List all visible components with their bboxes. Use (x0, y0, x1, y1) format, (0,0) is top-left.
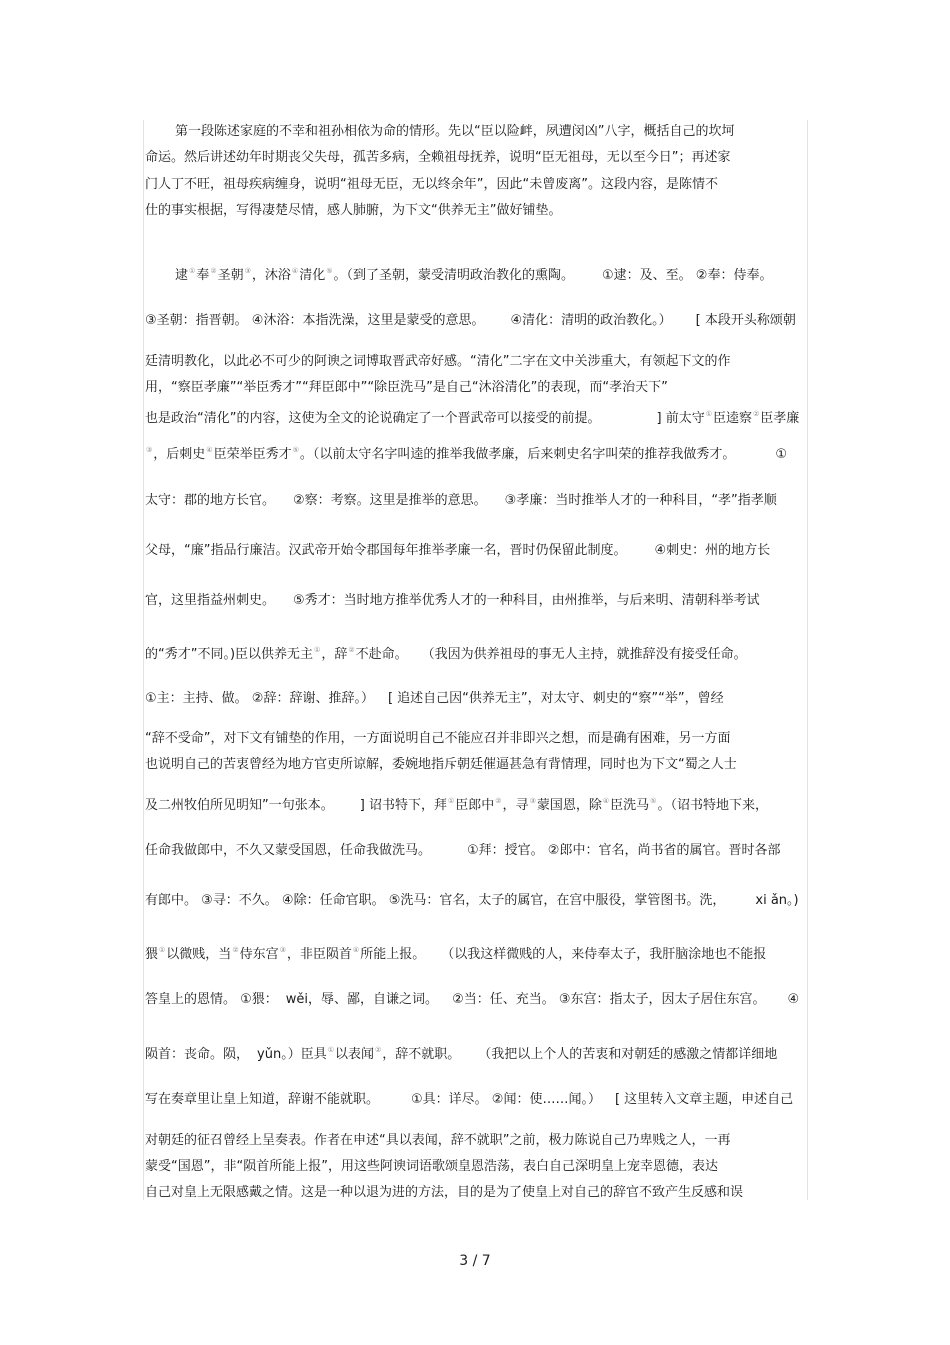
text-span: ④ (787, 992, 800, 1007)
text-span: 也是政治“清化”的内容，这使为全文的论说确定了一个晋武帝可以接受的前提。 (145, 411, 601, 426)
text-span: 的“秀才”不同。)臣以供养无主 (145, 647, 314, 662)
page-number: 3 / 7 (459, 1253, 491, 1269)
text-span: 。）臣具 (281, 1047, 327, 1062)
footnote-mark: ① (189, 267, 196, 275)
text-line (145, 757, 737, 773)
footnote-mark: ① (159, 946, 166, 954)
page-frame-left (143, 120, 144, 1200)
text-line (145, 406, 799, 427)
text-line (145, 203, 561, 219)
text-span: （我把以上个人的苦衷和对朝廷的感激之情都详细地 (478, 1047, 778, 1062)
text-span: [ 追述自己因“供养无主”，对太守、刺史的“察”“举”，曾经 (387, 691, 724, 706)
text-span: 侍东宫 (239, 947, 279, 962)
text-span: 陨首：丧命。陨， (145, 1047, 250, 1062)
text-span: 蒙受“国恩”，非“陨首所能上报”，用这些阿谀词语歌颂皇恩浩荡，表白自己深明皇上宠幸恩德，表达 (145, 1159, 718, 1174)
text-span: ，辞 (321, 647, 348, 662)
footnote-mark: ③ (146, 446, 153, 454)
text-line (145, 1042, 777, 1063)
text-span: “辞不受命”，对下文有铺垫的作用，一方面说明自己不能应召并非即兴之想，而是确有困难，另一方面 (145, 731, 731, 746)
text-span: 用，“察臣孝廉”“举臣秀才”“拜臣郎中”“除臣洗马”是自己“沐浴清化”的表现，而“孝治天下” (145, 380, 668, 395)
text-line (145, 942, 766, 963)
text-span: ④刺史：州的地方长 (654, 543, 771, 558)
text-span: （以我这样微贱的人，来侍奉太子，我肝脑涂地也不能报 (441, 947, 767, 962)
text-span: 。（到了圣朝，蒙受清明政治教化的熏陶。 (333, 268, 574, 283)
text-line (175, 124, 734, 140)
footnote-mark: ① (447, 797, 455, 805)
text-span: ④清化：清明的政治教化。） (510, 313, 672, 328)
text-line (145, 642, 747, 663)
footnote-mark: ③ (244, 267, 251, 275)
text-span: 奉 (196, 268, 210, 283)
text-span: ②察：考察。这里是推举的意思。 (293, 493, 487, 508)
text-span: 逮 (175, 268, 189, 283)
footnote-mark: ② (753, 410, 760, 418)
text-span: ③孝廉：当时推举人才的一种科目，“孝”指孝顺 (504, 493, 777, 508)
text-span: [ 这里转入文章主题，申述自己 (614, 1092, 794, 1107)
footnote-mark: ④ (291, 267, 299, 275)
text-span: xi ǎn。) (755, 893, 799, 908)
text-line (145, 150, 730, 166)
text-span: 。（诏书特地下来， (657, 798, 768, 813)
text-span: 仕的事实根据，写得凄楚尽情，感人肺腑，为下文“供养无主”做好铺垫。 (145, 203, 562, 218)
text-span: 第一段陈述家庭的不幸和祖孙相依为命的情形。先以“臣以险衅，夙遭闵凶”八字，概括自己的坎坷 (175, 124, 735, 139)
text-span: [ 本段开头称颂朝 (695, 313, 796, 328)
text-line (145, 992, 799, 1008)
text-span: ，非臣陨首 (286, 947, 352, 962)
text-span: 圣朝 (217, 268, 244, 283)
text-span: ，辱、鄙，自谦之词。 (308, 992, 439, 1007)
text-span: 门人丁不旺，祖母疾病缠身，说明“祖母无臣，无以终余年”，因此“未曾废离”。这段内容，是陈情不 (145, 177, 718, 192)
text-span: 答皇上的恩情。 ①猥： (145, 992, 278, 1007)
text-span: wěi (285, 992, 309, 1007)
text-span: 官，这里指益州刺史。 (145, 593, 276, 608)
text-span: （我因为供养祖母的事无人主持，就推辞没有接受任命。 (421, 647, 747, 662)
text-line (145, 1159, 718, 1175)
text-span: yǔn (257, 1047, 282, 1062)
footnote-mark: ② (232, 946, 239, 954)
text-span: ，沐浴 (251, 268, 291, 283)
text-span: ①逮：及、至。 ②奉：侍奉。 (602, 268, 773, 283)
text-span: ⑤秀才：当时地方推举优秀人才的一种科目，由州推举，与后来明、清朝科举考试 (293, 593, 760, 608)
text-line (145, 731, 730, 747)
text-line (175, 263, 772, 284)
text-span: 命运。然后讲述幼年时期丧父失母，孤苦多病，全赖祖母抚养，说明“臣无祖母，无以至今日”；再述家 (145, 150, 731, 165)
footnote-mark: ⑤ (650, 797, 657, 805)
text-span: 父母，“廉”指品行廉洁。汉武帝开始令郡国每年推举孝廉一名，晋时仍保留此制度。 (145, 543, 627, 558)
text-span: 。（以前太守名字叫逵的推举我做孝廉，后来刺史名字叫荣的推荐我做秀才。 (299, 447, 736, 462)
text-span: 对朝廷的征召曾经上呈奏表。作者在申述“具以表闻，辞不就职”之前，极力陈说自己乃卑贱之人，一再 (145, 1133, 731, 1148)
text-span: 臣逵察 (712, 411, 752, 426)
text-span: 太守：郡的地方长官。 (145, 493, 276, 508)
text-span: ，寻 (502, 798, 529, 813)
footnote-mark: ① (705, 410, 712, 418)
footnote-mark: ② (375, 1046, 382, 1054)
text-span: 也说明自己的苦衷曾经为地方官吏所谅解，委婉地指斥朝廷催逼甚急有背情理，同时也为下文“蜀之人士 (145, 757, 737, 772)
text-line (145, 493, 777, 509)
text-span: 臣洗马 (610, 798, 650, 813)
text-span: 及二州牧伯所见明知”一句张本。 (145, 798, 334, 813)
text-span: ②当：任、充当。 ③东宫：指太子，因太子居住东宫。 (452, 992, 766, 1007)
footnote-mark: ⑤ (326, 267, 333, 275)
text-line (145, 1185, 743, 1201)
text-span: 臣郎中 (455, 798, 495, 813)
text-line (145, 1092, 793, 1108)
text-span: 自己对皇上无限感戴之情。这是一种以退为进的方法，目的是为了使皇上对自己的辞官不致产生反感和误 (145, 1185, 744, 1200)
text-span: 臣孝廉 (760, 411, 800, 426)
text-span: ] 诏书特下，拜 (359, 798, 447, 813)
footnote-mark: ② (348, 646, 355, 654)
text-span: 清化 (299, 268, 326, 283)
footnote-mark: ① (314, 646, 321, 654)
text-span: ① (775, 447, 788, 462)
text-span: 任命我做郎中，不久又蒙受国恩，任命我做洗马。 (145, 843, 432, 858)
text-span: ] 前太守 (656, 411, 705, 426)
text-line (145, 1133, 730, 1149)
text-span: 臣荣举臣秀才 (213, 447, 292, 462)
text-line (145, 793, 768, 814)
footnote-mark: ③ (529, 797, 536, 805)
footnote-mark: ② (210, 267, 217, 275)
text-span: 所能上报。 (360, 947, 426, 962)
footnote-mark: ④ (206, 446, 213, 454)
page-frame-right (807, 120, 808, 1200)
text-line (145, 313, 796, 329)
text-span: 蒙国恩，除 (536, 798, 602, 813)
footnote-mark: ③ (279, 946, 286, 954)
text-span: 廷清明教化，以此必不可少的阿谀之词博取晋武帝好感。“清化”二字在文中关涉重大，有领起下文的作 (145, 354, 731, 369)
text-line (145, 593, 760, 609)
footnote-mark: ① (327, 1046, 334, 1054)
text-line (145, 691, 724, 707)
text-line (145, 843, 780, 859)
text-line (145, 354, 730, 370)
text-span: ，后刺史 (153, 447, 206, 462)
text-line (145, 893, 799, 909)
text-line (145, 543, 770, 559)
text-span: 写在奏章里让皇上知道，辞谢不能就职。 (145, 1092, 380, 1107)
footnote-mark: ④ (352, 946, 360, 954)
text-span: 不赴命。 (355, 647, 408, 662)
footnote-mark: ⑤ (292, 446, 299, 454)
text-span: 猥 (145, 947, 159, 962)
text-span: ①主：主持、做。 ②辞：辞谢、推辞。） (145, 691, 374, 706)
text-span: 以微贱，当 (166, 947, 232, 962)
text-span: 有郎中。 ③寻：不久。 ④除：任命官职。 ⑤洗马：官名，太子的属官，在宫中服役，掌管图书。洗， (145, 893, 726, 908)
text-line (145, 177, 718, 193)
text-span: ①拜：授官。 ②郎中：官名，尚书省的属官。晋时各部 (467, 843, 781, 858)
footnote-mark: ② (495, 797, 502, 805)
text-line (145, 380, 668, 396)
footnote-mark: ④ (602, 797, 610, 805)
text-span: ①具：详尽。 ②闻：使……闻。） (411, 1092, 601, 1107)
text-span: ③圣朝：指晋朝。 ④沐浴：本指洗澡，这里是蒙受的意思。 (145, 313, 485, 328)
text-line (145, 442, 787, 463)
text-span: 以表闻 (334, 1047, 374, 1062)
text-span: ，辞不就职。 (382, 1047, 461, 1062)
